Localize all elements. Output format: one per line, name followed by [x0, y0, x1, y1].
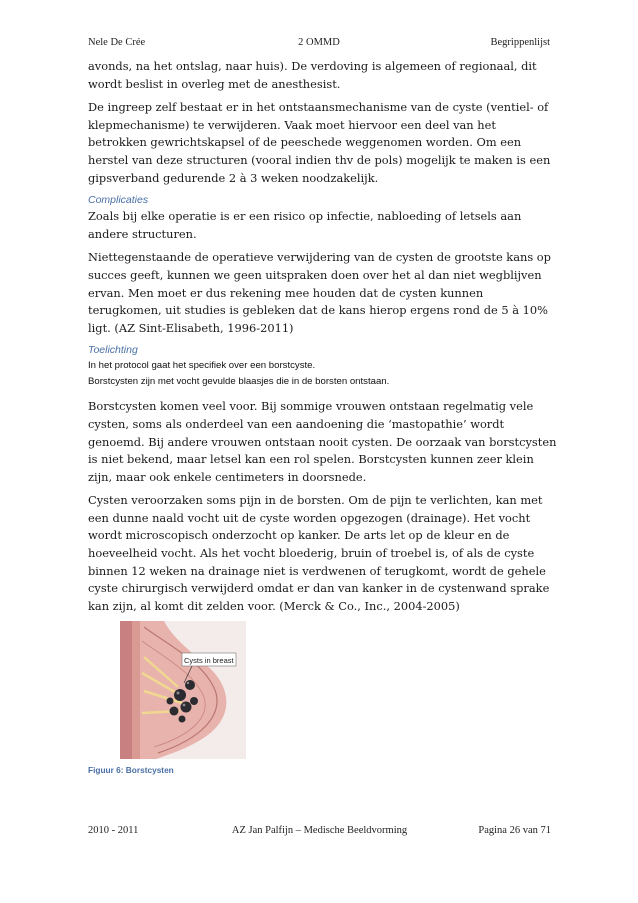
paragraph-breast-cysts: Borstcysten komen veel voor. Bij sommige vrouwen ontstaan regelmatig vele cysten, soms als onderdeel van een aandoening die ‘mastopathie’ wordt genoemd. Bij andere vrouwen ontstaan nooit cysten. De oorzaak van borstcysten is niet bekend, maar letsel kan een rol spelen. Borstcysten kunnen zeer klein zijn, maar ook enkele centimeters in doorsnede. [88, 399, 557, 484]
figure-caption: Figuur 6: Borstcysten [88, 765, 174, 776]
paragraph-anesthesia: avonds, na het ontslag, naar huis). De verdoving is algemeen of regionaal, dit wordt beslist in overleg met de anesthesist. [88, 59, 537, 91]
note-protocol: In het protocol gaat het specifiek over een borstcyste. [88, 360, 316, 372]
page-footer [88, 825, 551, 839]
page-content [88, 58, 558, 775]
figure-label: Cysts in breast [184, 656, 234, 666]
footer-institution: AZ Jan Palfijn – Medische Beeldvorming [231, 825, 408, 836]
footer-page-number: Pagina 26 van 71 [478, 825, 551, 836]
footer-year: 2010 - 2011 [88, 825, 139, 836]
note-definition: Borstcysten zijn met vocht gevulde blaasjes die in de borsten ontstaan. [88, 376, 390, 388]
header-doc-title: Begrippenlijst [490, 37, 550, 48]
paragraph-risks: Zoals bij elke operatie is er een risico op infectie, nabloeding of letsels aan andere structuren. [88, 209, 522, 241]
paragraph-procedure: De ingreep zelf bestaat er in het ontstaansmechanisme van de cyste (ventiel- of klepmechanisme) te verwijderen. Vaak moet hiervoor een deel van het betrokken gewrichtskapsel of de peeschede weggenomen worden. Om een herstel van deze structuren (vooral indien thv de pols) mogelijk te maken is een gipsverband gedurende 2 à 3 weken noodzakelijk. [88, 100, 551, 185]
heading-complicaties: Complicaties [88, 194, 149, 207]
heading-toelichting: Toelichting [88, 344, 138, 357]
paragraph-recurrence: Niettegenstaande de operatieve verwijdering van de cysten de grootste kans op succes geeft, kunnen we geen uitspraken doen over het al dan niet wegblijven ervan. Men moet er dus rekening mee houden dat de cysten kunnen terugkomen, uit studies is gebleken dat de kans hierop ergens rond de 5 à 10% ligt. (AZ Sint-Elisabeth, 1996-2011) [88, 250, 551, 335]
figure-breast-cysts [120, 621, 246, 759]
paragraph-drainage: Cysten veroorzaken soms pijn in de borsten. Om de pijn te verlichten, kan met een dunne naald vocht uit de cyste worden opgezogen (drainage). Het vocht wordt microscopisch onderzocht op kanker. De arts let op de kleur en de hoeveelheid vocht. Als het vocht bloederig, bruin of troebel is, of als de cyste binnen 12 weken na drainage niet is verdwenen of terugkomt, wordt de gehele cyste chirurgisch verwijderd omdat er dan van kanker in de cystenwand sprake kan zijn, al komt dit zelden voor. (Merck & Co., Inc., 2004-2005) [88, 493, 550, 613]
page-header [88, 37, 550, 51]
breast-cysts-illustration [120, 621, 246, 759]
header-author: Nele De Crée [88, 37, 146, 48]
header-course: 2 OMMD [298, 37, 340, 48]
